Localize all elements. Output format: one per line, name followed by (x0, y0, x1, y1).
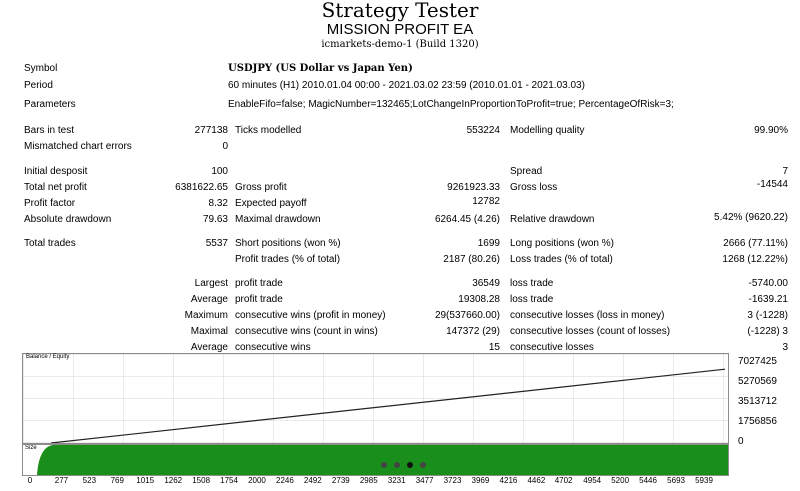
rel-drawdown-label: Relative drawdown (510, 214, 595, 225)
symbol-value: USDJPY (US Dollar vs Japan Yen) (228, 63, 413, 74)
bars-value: 277138 (194, 125, 228, 136)
long-label: Long positions (won %) (510, 238, 614, 249)
x-tick-label: 277 (54, 476, 69, 485)
symbol-label: Symbol (24, 63, 58, 74)
x-tick-label: 2739 (331, 476, 350, 485)
parameters-value: EnableFifo=false; MagicNumber=132465;LotChangeInProportionToProfit=true; PercentageOfRisk=3; (228, 99, 674, 110)
y-tick-label: 0 (738, 436, 744, 447)
x-tick-label: 4954 (583, 476, 602, 485)
spread-value: 7 (782, 166, 788, 177)
ea-name: MISSION PROFIT EA (326, 21, 474, 38)
quality-label: Modelling quality (510, 125, 585, 136)
total-trades-value: 5537 (205, 238, 228, 249)
payoff-label: Expected payoff (235, 198, 307, 209)
x-tick-label: 523 (82, 476, 97, 485)
maximum-label: Maximum (184, 310, 228, 321)
balance-line-0 (51, 369, 725, 443)
bars-label: Bars in test (24, 125, 75, 136)
maximal-label: Maximal (190, 326, 228, 337)
size-panel (22, 444, 729, 476)
x-tick-label: 769 (110, 476, 124, 485)
profit-factor-label: Profit factor (24, 198, 76, 209)
average-consec-label: Average (190, 342, 228, 353)
gross-profit-label: Gross profit (235, 182, 287, 193)
payoff-value: 12782 (472, 196, 500, 207)
profit-trades-label: Profit trades (% of total) (235, 254, 341, 265)
x-tick-label: 0 (27, 476, 33, 485)
parameters-label: Parameters (24, 99, 76, 110)
deposit-label: Initial desposit (24, 166, 88, 177)
x-tick-label: 5693 (667, 476, 685, 485)
average-consec-wins-label: consecutive wins (235, 342, 311, 353)
largest-profit-label: profit trade (235, 278, 283, 289)
average-label: Average (190, 294, 228, 305)
ticks-label: Ticks modelled (235, 125, 302, 136)
mismatch-label: Mismatched chart errors (24, 141, 132, 152)
long-value: 2666 (77.11%) (723, 238, 788, 249)
rel-drawdown-value: 5.42% (9620.22) (714, 212, 788, 223)
abs-drawdown-value: 79.63 (202, 214, 228, 225)
x-tick-label: 1015 (136, 476, 155, 485)
gross-profit-value: 9261923.33 (447, 182, 500, 193)
loss-trades-value: 1268 (12.22%) (722, 254, 788, 265)
x-tick-label: 2000 (248, 476, 266, 485)
report-title: Strategy Tester (321, 0, 479, 22)
x-tick-label: 4216 (499, 476, 518, 485)
chart-legend: Balance / Equity (26, 354, 70, 360)
max-consec-losses-value: 3 (-1228) (747, 310, 788, 321)
balance-plot (23, 354, 728, 443)
server-info: icmarkets-demo-1 (Build 1320) (321, 39, 479, 50)
size-label: Size (25, 445, 37, 451)
net-profit-value: 6381622.65 (175, 182, 228, 193)
ticks-value: 553224 (466, 125, 500, 136)
pager-dot-2[interactable] (394, 462, 400, 468)
maximal-consec-wins-value: 147372 (29) (446, 326, 500, 337)
maximal-consec-losses-value: (-1228) 3 (747, 326, 788, 337)
maximal-consec-wins-label: consecutive wins (count in wins) (235, 326, 378, 337)
short-label: Short positions (won %) (235, 238, 341, 249)
max-consec-wins-label: consecutive wins (profit in money) (235, 310, 386, 321)
x-tick-label: 1754 (220, 476, 238, 485)
max-consec-losses-label: consecutive losses (loss in money) (510, 310, 665, 321)
maximal-consec-losses-label: consecutive losses (count of losses) (510, 326, 671, 337)
x-tick-label: 1508 (192, 476, 211, 485)
balance-chart (22, 353, 729, 444)
net-profit-label: Total net profit (24, 182, 87, 193)
profit-trades-value: 2187 (80.26) (443, 254, 500, 265)
x-tick-label: 2246 (275, 476, 294, 485)
short-value: 1699 (477, 238, 500, 249)
average-consec-wins-value: 15 (488, 342, 500, 353)
abs-drawdown-label: Absolute drawdown (24, 214, 112, 225)
x-tick-label: 3969 (471, 476, 490, 485)
mismatch-value: 0 (222, 141, 228, 152)
gross-loss-value: -14544 (756, 179, 788, 190)
x-tick-label: 3231 (387, 476, 406, 485)
quality-value: 99.90% (754, 125, 788, 136)
max-drawdown-value: 6264.45 (4.26) (434, 214, 500, 225)
largest-label: Largest (194, 278, 228, 289)
y-tick-label: 7027425 (738, 356, 777, 367)
max-consec-wins-value: 29(537660.00) (434, 310, 500, 321)
x-tick-label: 5939 (695, 476, 713, 485)
average-consec-losses-value: 3 (782, 342, 788, 353)
y-tick-label: 3513712 (738, 396, 777, 407)
max-drawdown-label: Maximal drawdown (235, 214, 321, 225)
pager-dot-3[interactable] (407, 462, 413, 468)
largest-loss-label: loss trade (510, 278, 554, 289)
pager-dot-1[interactable] (381, 462, 387, 468)
size-bar (23, 445, 728, 475)
x-tick-label: 5200 (611, 476, 630, 485)
spread-label: Spread (510, 166, 543, 177)
gross-loss-label: Gross loss (510, 182, 558, 193)
largest-profit-value: 36549 (472, 278, 500, 289)
x-tick-label: 2492 (303, 476, 322, 485)
period-value: 60 minutes (H1) 2010.01.04 00:00 - 2021.03.02 23:59 (2010.01.01 - 2021.03.03) (228, 80, 585, 91)
y-tick-label: 1756856 (738, 416, 777, 427)
y-tick-label: 5270569 (738, 376, 777, 387)
loss-trades-label: Loss trades (% of total) (510, 254, 613, 265)
period-label: Period (24, 80, 53, 91)
profit-factor-value: 8.32 (208, 198, 228, 209)
average-profit-label: profit trade (235, 294, 283, 305)
pager-dot-4[interactable] (420, 462, 426, 468)
x-tick-label: 3723 (443, 476, 462, 485)
average-profit-value: 19308.28 (458, 294, 500, 305)
largest-loss-value: -5740.00 (748, 278, 788, 289)
x-tick-label: 4462 (527, 476, 546, 485)
x-tick-label: 1262 (164, 476, 183, 485)
x-tick-label: 5446 (639, 476, 657, 485)
x-tick-label: 2985 (359, 476, 378, 485)
average-loss-value: -1639.21 (748, 294, 788, 305)
x-tick-label: 4702 (554, 476, 573, 485)
x-tick-label: 3477 (415, 476, 434, 485)
deposit-value: 100 (211, 166, 228, 177)
total-trades-label: Total trades (24, 238, 76, 249)
average-loss-label: loss trade (510, 294, 554, 305)
average-consec-losses-label: consecutive losses (510, 342, 594, 353)
